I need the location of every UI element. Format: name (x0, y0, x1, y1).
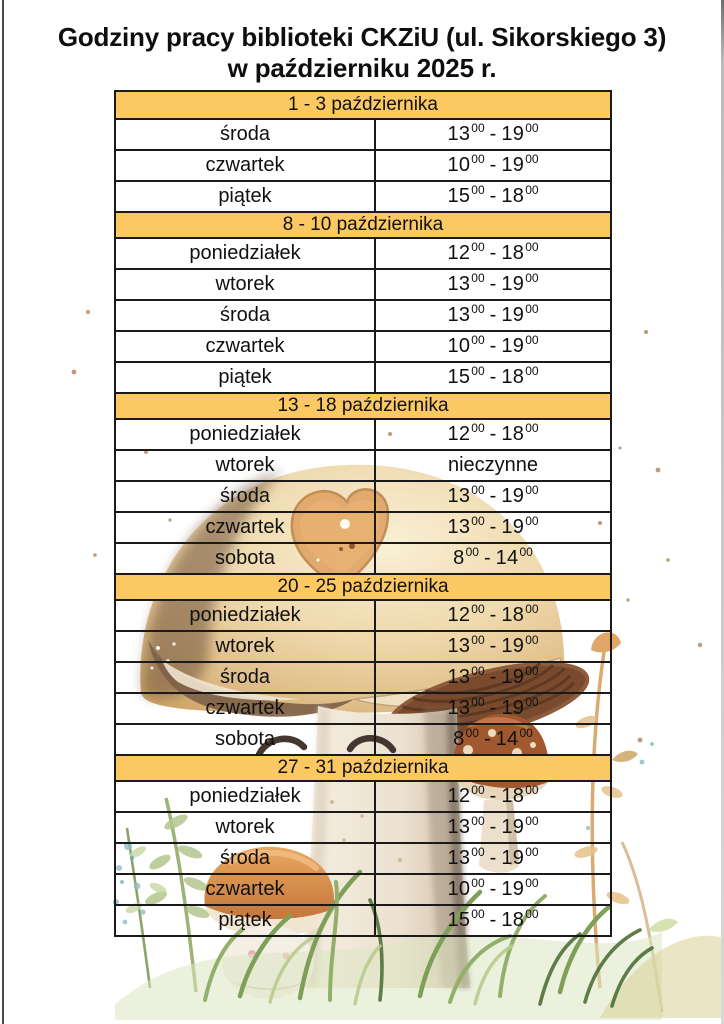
hours-to: 18 (501, 185, 525, 207)
hours-from-sup: 00 (471, 332, 485, 347)
table-row (116, 599, 610, 630)
hours-from-sup: 00 (471, 482, 485, 497)
hours-from-sup: 00 (471, 363, 485, 378)
day-label: czwartek (116, 875, 376, 904)
table-row (116, 299, 610, 330)
hours-to: 19 (501, 666, 525, 688)
hours-to: 19 (501, 635, 525, 657)
hours-cell (376, 725, 610, 754)
hours-from-sup: 00 (471, 813, 485, 828)
day-label: poniedziałek (116, 420, 376, 449)
hours-cell (376, 694, 610, 723)
hours-separator: - (489, 123, 497, 145)
day-label: czwartek (116, 513, 376, 542)
day-label: piątek (116, 363, 376, 392)
hours-cell (376, 601, 610, 630)
hours-cell (376, 844, 610, 873)
hours-separator: - (489, 485, 497, 507)
hours-to: 19 (501, 816, 525, 838)
hours-cell (376, 120, 610, 149)
hours-separator: - (489, 335, 497, 357)
hours-separator: - (483, 728, 491, 750)
hours-separator: - (489, 878, 497, 900)
hours-to-sup: 00 (519, 725, 533, 740)
hours-cell (376, 782, 610, 811)
hours-from-sup: 00 (471, 663, 485, 678)
day-label: środa (116, 301, 376, 330)
hours-cell (376, 813, 610, 842)
table-row (116, 661, 610, 692)
hours-from: 13 (447, 666, 471, 688)
hours-to: 14 (495, 728, 519, 750)
hours-from: 13 (447, 847, 471, 869)
day-label: sobota (116, 544, 376, 573)
hours-to: 18 (501, 909, 525, 931)
hours-to: 19 (501, 878, 525, 900)
hours-from: 13 (447, 123, 471, 145)
hours-separator: - (489, 154, 497, 176)
hours-cell (376, 451, 610, 480)
hours-to: 19 (501, 304, 525, 326)
hours-from-sup: 00 (471, 513, 485, 528)
hours-from: 13 (447, 273, 471, 295)
day-label: poniedziałek (116, 782, 376, 811)
hours-cell (376, 906, 610, 935)
day-label: piątek (116, 182, 376, 211)
hours-to: 19 (501, 847, 525, 869)
table-row (116, 361, 610, 392)
hours-to-sup: 00 (525, 270, 539, 285)
hours-to-sup: 00 (525, 694, 539, 709)
hours-cell (376, 513, 610, 542)
hours-to-sup: 00 (525, 844, 539, 859)
hours-cell (376, 332, 610, 361)
hours-to-sup: 00 (525, 663, 539, 678)
day-label: środa (116, 120, 376, 149)
hours-to: 19 (501, 485, 525, 507)
hours-separator: - (489, 666, 497, 688)
hours-separator: - (489, 366, 497, 388)
hours-separator: - (489, 847, 497, 869)
hours-from-sup: 00 (471, 420, 485, 435)
hours-cell (376, 632, 610, 661)
hours-to-sup: 00 (525, 813, 539, 828)
hours-from: 15 (447, 909, 471, 931)
day-label: poniedziałek (116, 601, 376, 630)
hours-cell (376, 420, 610, 449)
hours-cell (376, 875, 610, 904)
hours-to-sup: 00 (525, 151, 539, 166)
hours-to-sup: 00 (525, 332, 539, 347)
hours-from-sup: 00 (465, 725, 479, 740)
hours-to-sup: 00 (525, 482, 539, 497)
table-row (116, 842, 610, 873)
hours-cell (376, 544, 610, 573)
table-row (116, 149, 610, 180)
section-header: 1 - 3 października (116, 92, 610, 118)
hours-separator: - (489, 909, 497, 931)
section-header: 20 - 25 października (116, 573, 610, 599)
hours-from: 13 (447, 635, 471, 657)
table-row (116, 180, 610, 211)
hours-from-sup: 00 (471, 694, 485, 709)
hours-to: 18 (501, 423, 525, 445)
hours-from: 13 (447, 485, 471, 507)
section-header: 13 - 18 października (116, 392, 610, 418)
hours-cell (376, 239, 610, 268)
hours-separator: - (489, 516, 497, 538)
hours-to: 18 (501, 604, 525, 626)
hours-separator: - (489, 604, 497, 626)
table-row (116, 118, 610, 149)
hours-from-sup: 00 (471, 182, 485, 197)
hours-separator: - (489, 816, 497, 838)
hours-from: 13 (447, 816, 471, 838)
section-header: 27 - 31 października (116, 754, 610, 780)
table-row (116, 780, 610, 811)
hours-from: 8 (453, 728, 465, 750)
hours-from: 12 (447, 242, 471, 264)
hours-from: 12 (447, 785, 471, 807)
hours-to-sup: 00 (525, 632, 539, 647)
section-header: 8 - 10 października (116, 211, 610, 237)
hours-cell (376, 182, 610, 211)
table-row (116, 873, 610, 904)
hours-to: 19 (501, 273, 525, 295)
hours-from: 10 (447, 335, 471, 357)
page-title-line2: w październiku 2025 r. (227, 53, 497, 84)
hours-from: 10 (447, 154, 471, 176)
day-label: piątek (116, 906, 376, 935)
hours-to: 19 (501, 697, 525, 719)
day-label: środa (116, 482, 376, 511)
hours-from: 12 (447, 423, 471, 445)
hours-to-sup: 00 (525, 301, 539, 316)
hours-to-sup: 00 (525, 420, 539, 435)
table-row (116, 237, 610, 268)
hours-from-sup: 00 (471, 844, 485, 859)
hours-from-sup: 00 (471, 906, 485, 921)
hours-to: 19 (501, 123, 525, 145)
page-edge-left (2, 0, 4, 1024)
hours-separator: - (489, 423, 497, 445)
hours-to-sup: 00 (525, 363, 539, 378)
day-label: czwartek (116, 332, 376, 361)
hours-from-sup: 00 (471, 875, 485, 890)
hours-to: 14 (495, 547, 519, 569)
hours-from-sup: 00 (471, 632, 485, 647)
hours-from: 13 (447, 516, 471, 538)
hours-from: 10 (447, 878, 471, 900)
hours-from: 12 (447, 604, 471, 626)
hours-cell (376, 482, 610, 511)
hours-from-sup: 00 (471, 601, 485, 616)
table-row (116, 811, 610, 842)
day-label: wtorek (116, 813, 376, 842)
table-row (116, 904, 610, 935)
hours-from-sup: 00 (471, 782, 485, 797)
hours-to-sup: 00 (525, 120, 539, 135)
hours-cell (376, 151, 610, 180)
hours-to-sup: 00 (525, 906, 539, 921)
hours-separator: - (489, 273, 497, 295)
day-label: czwartek (116, 151, 376, 180)
day-label: sobota (116, 725, 376, 754)
hours-to: 19 (501, 516, 525, 538)
hours-to: 18 (501, 242, 525, 264)
hours-to: 19 (501, 154, 525, 176)
hours-to-sup: 00 (519, 544, 533, 559)
hours-separator: - (489, 185, 497, 207)
page-title (0, 22, 724, 84)
hours-to-sup: 00 (525, 875, 539, 890)
hours-to-sup: 00 (525, 601, 539, 616)
hours-cell (376, 663, 610, 692)
table-row (116, 268, 610, 299)
day-label: wtorek (116, 451, 376, 480)
hours-to-sup: 00 (525, 513, 539, 528)
hours-to: 19 (501, 335, 525, 357)
hours-from-sup: 00 (471, 270, 485, 285)
day-label: poniedziałek (116, 239, 376, 268)
hours-from: 15 (447, 366, 471, 388)
hours-from: 15 (447, 185, 471, 207)
hours-from: 8 (453, 547, 465, 569)
hours-from: 13 (447, 304, 471, 326)
hours-separator: - (483, 547, 491, 569)
hours-separator: - (489, 697, 497, 719)
closed-label: nieczynne (447, 454, 539, 476)
page-title-line1: Godziny pracy biblioteki CKZiU (ul. Sikorskiego 3) (57, 22, 667, 52)
table-row (116, 723, 610, 754)
hours-separator: - (489, 242, 497, 264)
hours-to: 18 (501, 785, 525, 807)
hours-cell (376, 270, 610, 299)
hours-cell (376, 301, 610, 330)
hours-separator: - (489, 635, 497, 657)
hours-from-sup: 00 (471, 151, 485, 166)
table-row (116, 449, 610, 480)
day-label: czwartek (116, 694, 376, 723)
hours-from-sup: 00 (471, 301, 485, 316)
day-label: środa (116, 844, 376, 873)
hours-from-sup: 00 (471, 239, 485, 254)
table-row (116, 692, 610, 723)
hours-to-sup: 00 (525, 239, 539, 254)
hours-to: 18 (501, 366, 525, 388)
day-label: środa (116, 663, 376, 692)
hours-from-sup: 00 (465, 544, 479, 559)
table-row (116, 480, 610, 511)
hours-separator: - (489, 785, 497, 807)
day-label: wtorek (116, 270, 376, 299)
table-row (116, 511, 610, 542)
hours-from-sup: 00 (471, 120, 485, 135)
table-row (116, 630, 610, 661)
hours-to-sup: 00 (525, 782, 539, 797)
day-label: wtorek (116, 632, 376, 661)
hours-from: 13 (447, 697, 471, 719)
table-row (116, 542, 610, 573)
schedule-table (114, 90, 612, 937)
table-row (116, 330, 610, 361)
hours-cell (376, 363, 610, 392)
table-row (116, 418, 610, 449)
hours-separator: - (489, 304, 497, 326)
hours-to-sup: 00 (525, 182, 539, 197)
